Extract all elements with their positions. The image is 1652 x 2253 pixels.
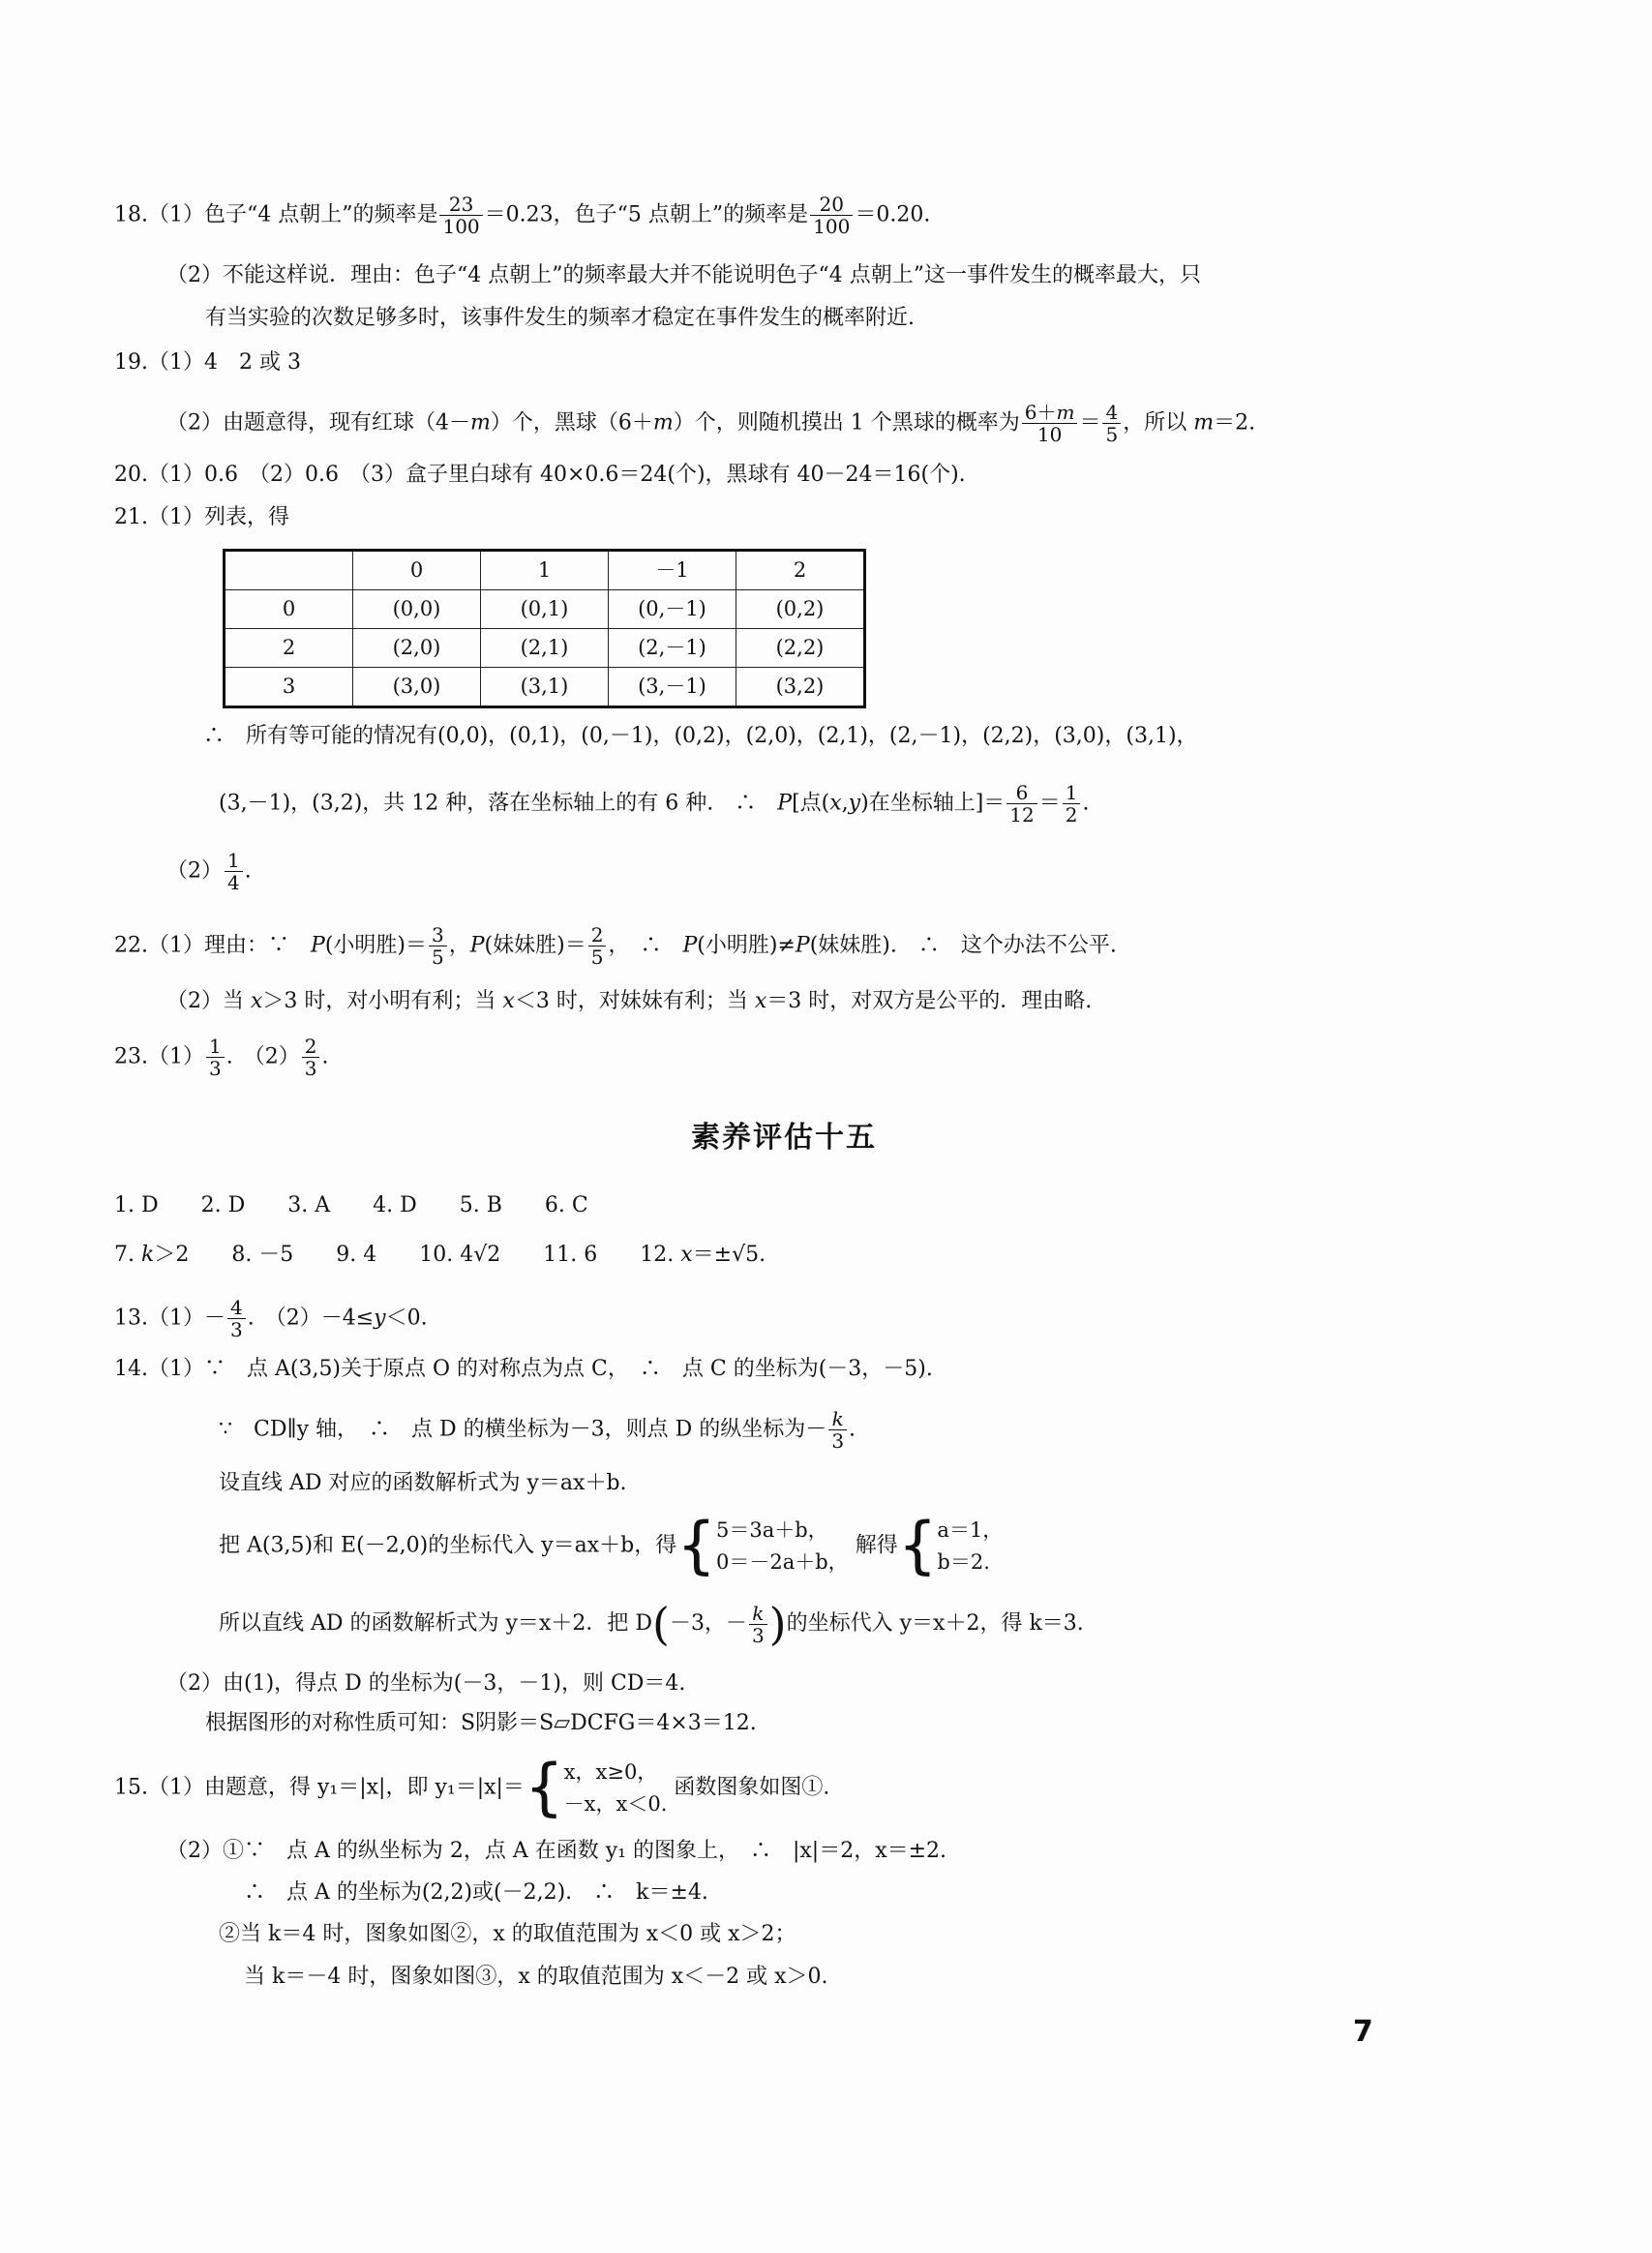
table-row: 0 (0,0) (0,1) (0,－1) (0,2) <box>225 590 865 629</box>
equation-system: 5＝3a＋b， 0＝－2a＋b， <box>716 1518 849 1574</box>
table-header-row: 0 1 －1 2 <box>225 551 865 590</box>
q15-line4: ②当 k＝4 时，图象如图②，x 的取值范围为 x＜0 或 x＞2； <box>219 1922 796 1946</box>
q21-line2: (3,－1)，(3,2)，共 12 种，落在坐标轴上的有 6 种. ∴ P[点(x,y)在坐标轴上]＝ $\frac{6}{12}$ ＝ $\frac{1}{2}$ . <box>219 781 1090 826</box>
fraction: $\frac{6+m}{10}$ <box>1022 402 1078 445</box>
q18-part2-line2: 有当实验的次数足够多时，该事件发生的频率才稳定在事件发生的概率附近. <box>205 306 915 330</box>
q22-part1: 22.（1）理由：∵ P(小明胜)＝ $\frac{3}{5}$ ，P(妹妹胜)＝ $\frac{2}{5}$ ， ∴ P(小明胜)≠P(妹妹胜). ∴ 这个办法不公平. <box>114 923 1117 969</box>
q18-part1 <box>114 194 930 237</box>
table-row: 2 (2,0) (2,1) (2,－1) (2,2) <box>225 629 865 668</box>
q15-line3: ∴ 点 A 的坐标为(2,2)或(－2,2). ∴ k＝±4. <box>244 1880 708 1905</box>
q19-part2: （2）由题意得，现有红球（4－m）个，黑球（6＋m）个，则随机摸出 1 个黑球的概率为 $\frac{6+m}{10}$ ＝ $\frac{4}{5}$ ，所以 m＝2. <box>166 401 1256 446</box>
q18-text-a: 18.（1）色子“4 点朝上”的频率是 <box>114 202 438 227</box>
fraction: $\frac{1}{4}$ <box>225 850 243 893</box>
q14-line4: 把 A(3,5)和 E(－2,0)的坐标代入 y＝ax＋b，得{ 5＝3a＋b， 0＝－2a＋b， 解得{ a＝1， b＝2. <box>219 1510 1004 1582</box>
page-number: 7 <box>1353 2015 1373 2049</box>
q14-part2-line1: （2）由(1)，得点 D 的坐标为(－3，－1)，则 CD＝4. <box>166 1671 686 1696</box>
fraction: $\frac{4}{3}$ <box>227 1297 246 1340</box>
q14-line3: 设直线 AD 对应的函数解析式为 y＝ax＋b. <box>219 1471 627 1495</box>
q21-line1: ∴ 所有等可能的情况有(0,0)，(0,1)，(0,－1)，(0,2)，(2,0)，(2,1)，(2,－1)，(2,2)，(3,0)，(3,1)， <box>203 724 1198 748</box>
fraction: $\frac{4}{5}$ <box>1102 402 1121 445</box>
q14-line1: 14.（1）∵ 点 A(3,5)关于原点 O 的对称点为点 C， ∴ 点 C 的坐标为(－3，－5). <box>114 1357 933 1381</box>
q21-part2: （2） $\frac{1}{4}$ . <box>166 849 252 894</box>
fraction: $\frac{k}{3}$ <box>749 1603 767 1646</box>
q18-part2-line1: （2）不能这样说．理由：色子“4 点朝上”的频率最大并不能说明色子“4 点朝上”这一事件发生的概率最大，只 <box>166 263 1201 287</box>
q15-line5: 当 k＝－4 时，图象如图③，x 的取值范围为 x＜－2 或 x＞0. <box>244 1965 828 1989</box>
outcome-table <box>223 549 866 708</box>
q15-line1: 15.（1）由题意，得 y₁＝|x|，即 y₁＝|x|＝{ x，x≥0， －x，x＜0. 函数图象如图①. <box>114 1752 830 1824</box>
q15-line2: （2）①∵ 点 A 的纵坐标为 2，点 A 在函数 y₁ 的图象上， ∴ |x|＝2，x＝±2. <box>166 1839 947 1863</box>
answers-7-12: 7. k＞2 8. －5 9. 4 10. 4√2 11. 6 12. x＝±√5. <box>114 1243 766 1267</box>
q18-text-c: ＝0.20. <box>855 202 931 227</box>
fraction: $\frac{6}{12}$ <box>1006 782 1036 826</box>
answers-1-6: 1. D 2. D 3. A 4. D 5. B 6. C <box>114 1193 588 1217</box>
fraction: $\frac{23}{100}$ <box>439 194 482 237</box>
q18-text-b: ＝0.23，色子“5 点朝上”的频率是 <box>484 202 809 227</box>
q14-part2-line2: 根据图形的对称性质可知：S阴影＝S▱DCFG＝4×3＝12. <box>205 1711 757 1735</box>
section-heading: 素养评估十五 <box>691 1121 877 1155</box>
q21-part1: 21.（1）列表，得 <box>114 505 289 529</box>
piecewise-function: x，x≥0， －x，x＜0. <box>563 1760 668 1816</box>
q14-line5: 所以直线 AD 的函数解析式为 y＝x＋2．把 D(－3，－ $\frac{k}{3}$ )的坐标代入 y＝x＋2，得 k＝3. <box>219 1598 1084 1650</box>
fraction: $\frac{2}{5}$ <box>588 924 607 968</box>
fraction: $\frac{2}{3}$ <box>302 1036 320 1079</box>
fraction: $\frac{k}{3}$ <box>828 1408 847 1452</box>
fraction: $\frac{1}{2}$ <box>1063 782 1081 826</box>
q14-line2: ∵ CD∥y 轴， ∴ 点 D 的横坐标为－3，则点 D 的纵坐标为－ $\frac{k}{3}$ . <box>219 1407 856 1453</box>
table-row: 3 (3,0) (3,1) (3,－1) (3,2) <box>225 668 865 707</box>
q20: 20.（1）0.6 （2）0.6 （3）盒子里白球有 40×0.6＝24(个)，黑球有 40－24＝16(个). <box>114 463 966 487</box>
solution-system: a＝1， b＝2. <box>937 1518 1004 1574</box>
fraction: $\frac{3}{5}$ <box>429 924 447 968</box>
q19-part1: 19.（1）4 2 或 3 <box>114 350 301 375</box>
fraction: $\frac{1}{3}$ <box>206 1036 225 1079</box>
answer-13: 13.（1）－ $\frac{4}{3}$ . （2）－4≤y＜0. <box>114 1296 428 1341</box>
q22-part2: （2）当 x＞3 时，对小明有利；当 x＜3 时，对妹妹有利；当 x＝3 时，对双方是公平的．理由略. <box>166 989 1093 1013</box>
q23: 23.（1） $\frac{1}{3}$ . （2） $\frac{2}{3}$ . <box>114 1035 329 1080</box>
fraction: $\frac{20}{100}$ <box>810 194 853 237</box>
